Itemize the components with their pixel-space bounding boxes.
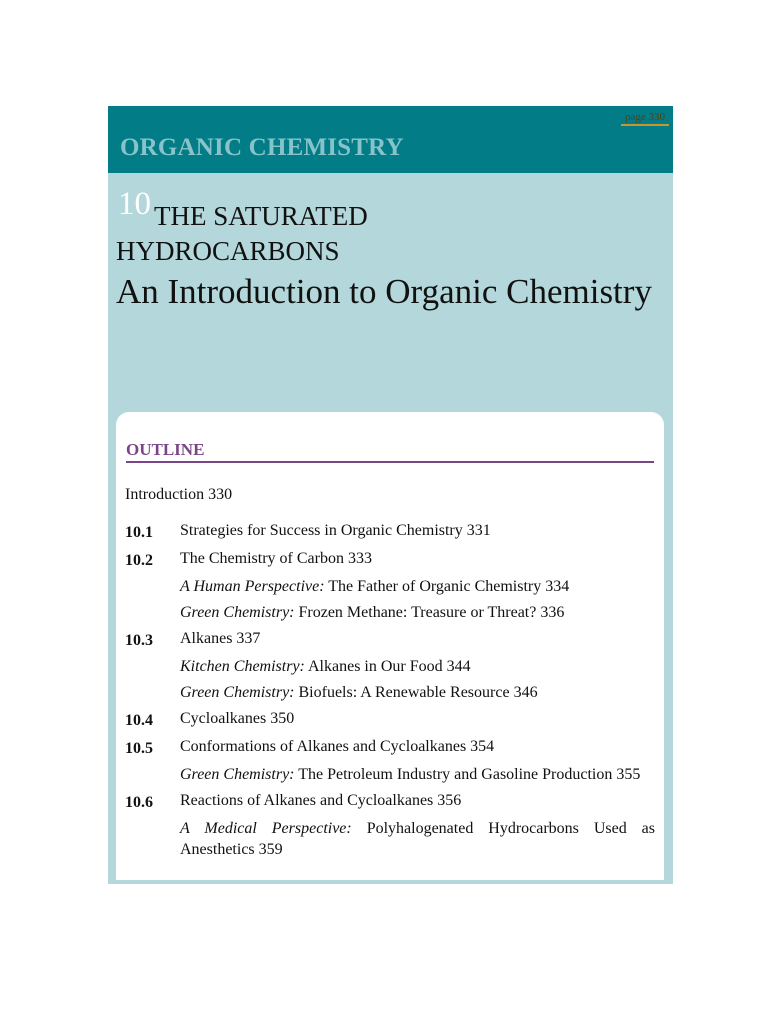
chapter-heading (116, 184, 662, 313)
entry-text (180, 682, 655, 703)
outline-entry (125, 790, 655, 813)
entry-text (180, 628, 655, 651)
entry-title: Biofuels: A Renewable Resource 346 (294, 684, 538, 701)
entry-title: Frozen Methane: Treasure or Threat? 336 (294, 604, 565, 621)
entry-text (180, 602, 655, 623)
section-number: 10.6 (125, 794, 153, 811)
outline-entry (125, 628, 655, 651)
entry-text (180, 708, 655, 731)
chapter-title-line1: THE SATURATED (154, 201, 368, 231)
outline-entry (125, 736, 655, 759)
outline-heading: OUTLINE (126, 440, 654, 463)
header-banner (108, 106, 673, 173)
section-number (125, 818, 180, 860)
entry-title: The Father of Organic Chemistry 334 (324, 578, 570, 595)
entry-text (180, 548, 655, 571)
entry-text (180, 790, 655, 813)
outline-entry (125, 708, 655, 731)
outline-entry (125, 818, 655, 860)
section-number (125, 764, 180, 785)
entry-title: Polyhalogenated Hydrocarbons Used as Anesthetics 359 (180, 820, 656, 858)
feature-label: A Human Perspective: (180, 578, 325, 595)
outline-entry (125, 682, 655, 703)
outline-entries (125, 520, 655, 865)
entry-title: The Chemistry of Carbon 333 (180, 550, 372, 567)
entry-title: Alkanes in Our Food 344 (304, 658, 471, 675)
entry-text (180, 736, 655, 759)
outline-entry (125, 764, 655, 785)
chapter-subtitle: An Introduction to Organic Chemistry (116, 272, 652, 311)
outline-card (116, 412, 664, 880)
feature-label: A Medical Perspective: (180, 820, 352, 837)
section-number: 10.2 (125, 552, 153, 569)
entry-text (180, 520, 655, 543)
entry-title: The Petroleum Industry and Gasoline Production 355 (294, 766, 641, 783)
outline-entry (125, 602, 655, 623)
feature-label: Green Chemistry: (180, 604, 295, 621)
section-number: 10.4 (125, 712, 153, 729)
entry-text (180, 764, 655, 785)
section-number (125, 576, 180, 597)
section-number: 10.3 (125, 632, 153, 649)
book-title: ORGANIC CHEMISTRY (120, 134, 404, 161)
outline-entry (125, 520, 655, 543)
entry-title: Conformations of Alkanes and Cycloalkanes 354 (180, 738, 495, 755)
outline-entry (125, 576, 655, 597)
entry-title: Reactions of Alkanes and Cycloalkanes 356 (180, 792, 462, 809)
entry-text (180, 576, 655, 597)
entry-text (180, 818, 655, 860)
entry-text (180, 656, 655, 677)
section-number (125, 682, 180, 703)
section-number (125, 602, 180, 623)
entry-title: Alkanes 337 (180, 630, 261, 647)
chapter-number: 10 (118, 186, 151, 222)
entry-title: Strategies for Success in Organic Chemistry 331 (180, 522, 491, 539)
page-number-label: page 330 (621, 110, 669, 126)
chapter-title-line2: HYDROCARBONS (116, 236, 340, 266)
feature-label: Green Chemistry: (180, 684, 295, 701)
outline-introduction: Introduction 330 (125, 486, 233, 503)
page (108, 106, 673, 884)
entry-title: Cycloalkanes 350 (180, 710, 295, 727)
section-number: 10.1 (125, 524, 153, 541)
section-number: 10.5 (125, 740, 153, 757)
outline-entry (125, 548, 655, 571)
feature-label: Kitchen Chemistry: (180, 658, 305, 675)
feature-label: Green Chemistry: (180, 766, 295, 783)
outline-entry (125, 656, 655, 677)
section-number (125, 656, 180, 677)
